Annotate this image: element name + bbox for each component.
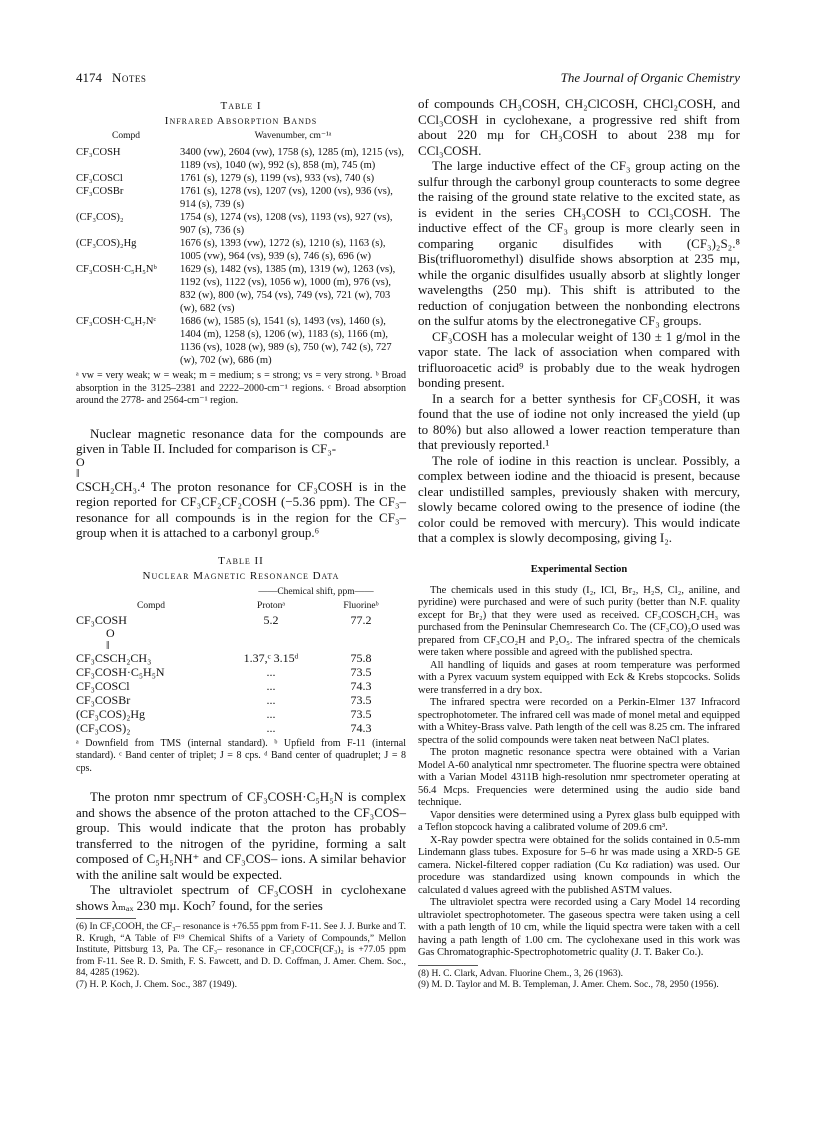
table-cell-proton: ...	[266, 720, 276, 735]
table-2-col-compd: Compd	[137, 600, 165, 611]
table-cell-compd: (CF₃COS)₂	[76, 720, 131, 735]
table-2-body: ——Chemical shift, ppm—— Compd Protonᵃ Fluorineᵇ CF₃COSH 5.2 77.2 O ‖ CF₃CSCH₂CH₃ 1.37,ᶜ 3.15ᵈ 75.8 CF₃COSH·C₅H₅N ... 73.5 CF₃COSCl ... 74.3 CF₃COSBr ... 73.5 (CF₃COS)₂Hg ... 73.5 (CF₃COS)₂ ... 74.3	[76, 585, 406, 735]
section-name: Notes	[112, 70, 147, 85]
table-cell-proton: ...	[266, 678, 276, 693]
journal-title: The Journal of Organic Chemistry	[560, 70, 740, 85]
table-cell-compd: CF₃COSCl	[76, 173, 123, 184]
table-cell-fluorine: 73.5	[350, 664, 372, 679]
table-row	[76, 613, 406, 627]
table-row	[76, 315, 406, 367]
paragraph: CF₃COSH has a molecular weight of 130 ± 1 g/mol in the vapor state. The lack of association when compared with trifluoroacetic acid⁹ is probably due to the weak hydrogen bonding present.	[418, 328, 740, 390]
table-cell-compd: (CF₃COS)₂Hg	[76, 706, 146, 721]
structure-double-bond: ‖	[106, 637, 110, 652]
table-cell-compd: CF₃COSH·C₅H₅Nᵇ	[76, 264, 157, 275]
table-2-footnote: ᵃ Downfield from TMS (internal standard). ᵇ Upfield from F-11 (internal standard). ᶜ Band center of triplet; J = 8 cps. ᵈ Band center of quadruplet; J = 8 cps.	[76, 737, 406, 774]
paragraph: The proton nmr spectrum of CF₃COSH·C₅H₅N is complex and shows the absence of the proton attached to the CF₃COS– group. This would indicate that the proton has probably transferred to the nitrogen of the pyridine, forming a salt composed of C₅H₅NH⁺ and CF₃COS– ions. A similar behavior with the aniline salt would be expected.	[76, 789, 406, 882]
table-cell-bands: 1686 (w), 1585 (s), 1541 (s), 1493 (vs), 1460 (s), 1404 (m), 1258 (s), 1206 (w), 1183 (s), 1166 (m), 1136 (vs), 1028 (w), 989 (s), 750 (w), 742 (s), 727 (w), 702 (w), 686 (m)	[180, 316, 392, 366]
table-1-col-wavenumber: Wavenumber, cm⁻¹ᵃ	[254, 131, 332, 141]
reference-rule	[76, 918, 136, 919]
table-cell-compd: CF₃CSCH₂CH₃	[76, 650, 152, 665]
table-cell-bands: 1761 (s), 1278 (vs), 1207 (vs), 1200 (vs), 936 (vs), 914 (s), 739 (s)	[180, 186, 393, 210]
table-cell-bands: 1754 (s), 1274 (vs), 1208 (vs), 1193 (vs), 927 (vs), 907 (s), 736 (s)	[180, 212, 393, 236]
reference: (7) H. P. Koch, J. Chem. Soc., 387 (1949).	[76, 979, 237, 990]
table-2-carbonyl-structure	[76, 627, 226, 651]
table-cell-bands: 3400 (vw), 2604 (vw), 1758 (s), 1285 (m), 1215 (vs), 1189 (vs), 1040 (w), 992 (s), 858 (m), 745 (m)	[180, 147, 404, 171]
table-cell-compd: CF₃COSH·C₅H₅N	[76, 664, 165, 679]
right-column	[418, 96, 740, 992]
paragraph: The chemicals used in this study (I₂, ICl, Br₂, H₂S, Cl₂, aniline, and pyridine) were purchased and were of such purity (better than N.F. quality except for Br₂) that they were used as received. CF₃COSCH₂CH₃ was purchased from the Peninsular Chemresearch Co. The (CF₃CO)₂O used was prepared from CF₃CO₂H and P₂O₅. The infrared spectra of the chemicals were taken where possible and agreed with the published spectra.	[418, 584, 740, 658]
structure-oxygen: O	[106, 625, 115, 640]
para-text: CSCH₂CH₃.⁴ The proton resonance for CF₃COSH is in the region reported for CF₃CF₂CF₂COSH (−5.36 ppm). The CF₃– resonance for all compounds is in the region for the CF₃– group when it is attached to a carbonyl group.⁶	[76, 478, 406, 540]
table-row	[76, 146, 406, 172]
table-2-title: Nuclear Magnetic Resonance Data	[142, 569, 340, 582]
experimental-section-title: Experimental Section	[530, 563, 628, 575]
table-row	[76, 211, 406, 237]
left-body-text	[76, 789, 406, 913]
table-cell-compd: (CF₃COS)₂	[76, 212, 124, 223]
table-row	[76, 693, 406, 707]
table-row	[76, 721, 406, 735]
table-cell-proton: 1.37,ᶜ 3.15ᵈ	[243, 650, 299, 665]
table-row	[76, 263, 406, 315]
paragraph: of compounds CH₃COSH, CH₂ClCOSH, CHCl₂COSH, and CCl₃COSH in cyclohexane, a progressive red shift from about 220 mμ for CH₃COSH to about 238 mμ for CCl₃COSH.	[418, 96, 740, 158]
paragraph: The ultraviolet spectra were recorded using a Cary Model 14 recording ultraviolet spectrophotometer. The gaseous spectra were taken using a cell with a path length of 10 cm, while the liquid spectra were taken with a cell having a path length of 1.00 cm. The cyclohexane used in this work was Gas Chromatographic-Spectrophotometric quality (J. T. Baker Co.).	[418, 897, 740, 958]
table-2-col-fluorine: Fluorineᵇ	[343, 600, 379, 611]
table-row	[76, 172, 406, 185]
table-cell-compd: CF₃COSH·C₆H₇Nᶜ	[76, 316, 157, 327]
table-row	[76, 237, 406, 263]
table-cell-proton: ...	[266, 664, 276, 679]
table-1-title: Infrared Absorption Bands	[164, 115, 318, 127]
table-1-body	[76, 130, 406, 367]
table-cell-compd: CF₃COSH	[76, 612, 127, 627]
table-cell-fluorine: 74.3	[350, 678, 372, 693]
table-cell-proton: ...	[266, 692, 276, 707]
para-text: Nuclear magnetic resonance data for the compounds are given in Table II. Included for comparison is CF₃-	[76, 425, 406, 456]
paragraph: The infrared spectra were recorded on a Perkin-Elmer 137 Infracord spectrophotometer. The infrared cell was made of monel metal and equipped with a Whitey-Brass valve. Path length of the cell was 8.25 cm. The infrared spectra of the solid compounds were taken neat between NaCl plates.	[418, 697, 740, 746]
paragraph: The ultraviolet spectrum of CF₃COSH in cyclohexane shows λₘₐₓ 230 mμ. Koch⁷ found, for the series	[76, 882, 406, 913]
structure-oxygen: O	[76, 454, 85, 469]
structure-double-bond: ‖	[76, 465, 80, 480]
table-row	[76, 185, 406, 211]
left-references	[76, 918, 406, 991]
table-2-shift-heading: Chemical shift, ppm	[277, 586, 355, 597]
paragraph: In a search for a better synthesis for CF₃COSH, it was found that the use of iodine not only increased the yield (up to 80%) but also allowed a lower reaction temperature than that previously reported.¹	[418, 390, 740, 452]
paragraph: The role of iodine in this reaction is unclear. Possibly, a complex between iodine and the thioacid is present, because clear undistilled samples, previously shaken with mercury, slowly became colored owing to the presence of iodine (the color could be removed with mercury). This would indicate that a complex is slowly decomposing, giving I₂.	[418, 452, 740, 545]
paragraph: X-Ray powder spectra were obtained for the solids contained in 0.5-mm Lindemann glass tubes. Exposure for 5–6 hr was made using a XRD-5 GE camera. Nickel-filtered copper radiation (Cu Kα radiation) was used. Our procedure was standardized using known compounds in which the calculated d values agreed with the published ASTM values.	[418, 834, 740, 896]
table-cell-bands: 1629 (s), 1482 (vs), 1385 (m), 1319 (w), 1263 (vs), 1192 (vs), 1122 (vs), 1056 w), 1000 (m), 976 (vs), 832 (w), 800 (w), 754 (vs), 749 (vs), 721 (w), 703 (w), 682 (vs)	[180, 264, 396, 314]
paragraph: All handling of liquids and gases at room temperature was performed with a Pyrex vacuum system equipped with Eck & Krebs stopcocks. Solids were transferred in a dry box.	[418, 659, 740, 696]
table-cell-proton: ...	[266, 706, 276, 721]
table-cell-bands: 1676 (s), 1393 (vw), 1272 (s), 1210 (s), 1163 (s), 1005 (vw), 964 (vs), 939 (s), 746 (s), 696 (w)	[180, 238, 386, 262]
table-1-number: Table I	[220, 100, 262, 112]
table-cell-compd: CF₃COSBr	[76, 692, 131, 707]
carbonyl-structure	[76, 454, 406, 480]
table-row	[76, 651, 406, 665]
table-row	[76, 707, 406, 721]
table-cell-compd: CF₃COSH	[76, 147, 121, 158]
table-cell-fluorine: 77.2	[350, 612, 372, 627]
page-header-left	[76, 70, 146, 86]
table-cell-fluorine: 75.8	[350, 650, 372, 665]
paragraph: Vapor densities were determined using a Pyrex glass bulb equipped with a Teflon stopcock having a calibrated volume of 209.6 cm³.	[418, 809, 740, 833]
table-cell-fluorine: 73.5	[350, 706, 372, 721]
right-body-text	[418, 96, 740, 546]
paragraph: The proton magnetic resonance spectra were obtained with a Varian Model A-60 analytical nmr spectrometer. The fluorine spectra were obtained with a Varian Model 4311B high-resolution nmr spectrometer operating at 56.4 Mcps. Frequencies were determined using the audio side band technique.	[418, 747, 740, 808]
table-2-number: Table II	[218, 554, 264, 567]
table-2-col-proton: Protonᵃ	[257, 600, 285, 611]
table-2-header-row	[76, 599, 406, 613]
table-cell-fluorine: 73.5	[350, 692, 372, 707]
table-cell-compd: (CF₃COS)₂Hg	[76, 238, 137, 249]
nmr-intro-paragraph	[76, 426, 406, 541]
paragraph: The large inductive effect of the CF₃ group acting on the sulfur through the carbonyl group counteracts to some degree the raising of the ground state relative to the excited state, as is evident in the series CH₃COSH to CCl₃COSH. The inductive effect of the CF₃ group is more clearly seen in comparing organic disulfides with (CF₃)₂S₂.⁸ Bis(trifluoromethyl) disulfide shows absorption at 235 mμ, while the organic disulfides usually absorb at slightly longer wavelengths (250 mμ). This shift is attributed to the reduction of conjugation between the nonbonding electrons on the sulfur atoms by the electronegative CF₃ groups.	[418, 158, 740, 328]
table-1-header-row	[76, 130, 406, 146]
table-1-col-compd: Compd	[112, 131, 140, 141]
experimental-section-body	[418, 585, 740, 960]
right-references	[418, 965, 740, 992]
table-cell-fluorine: 74.3	[350, 720, 372, 735]
table-1-footnote: ᵃ vw = very weak; w = weak; m = medium; s = strong; vs = very strong. ᵇ Broad absorption in the 3125–2381 and 2222–2000-cm⁻¹ regions. ᶜ Broad absorption around the 2778- and 2564-cm⁻¹ region.	[76, 370, 406, 406]
table-cell-proton: 5.2	[263, 612, 279, 627]
table-cell-compd: CF₃COSCl	[76, 678, 130, 693]
reference: (6) In CF₃COOH, the CF₃– resonance is +76.55 ppm from F-11. See J. J. Burke and T. R. Krugh, “A Table of F¹⁹ Chemical Shifts of a Variety of Compounds,” Mellon Institute, Pittsburg 13, Pa. The CF₃– resonance in CF₃COCF(CF₃)₂ is +77.05 ppm from F-11. See R. D. Smith, F. S. Fawcett, and D. D. Coffman, J. Amer. Chem. Soc., 84, 4285 (1962).	[76, 922, 406, 978]
left-column	[76, 96, 406, 991]
page-number: 4174	[76, 70, 102, 85]
reference: (8) H. C. Clark, Advan. Fluorine Chem., 3, 26 (1963).	[418, 968, 624, 979]
reference-rule	[418, 965, 478, 966]
table-cell-bands: 1761 (s), 1279 (s), 1199 (vs), 933 (vs), 740 (s)	[180, 173, 375, 184]
table-row	[76, 679, 406, 693]
table-2	[76, 555, 406, 776]
table-1	[76, 100, 406, 408]
reference: (9) M. D. Taylor and M. B. Templeman, J. Amer. Chem. Soc., 78, 2950 (1956).	[418, 980, 719, 990]
table-row	[76, 665, 406, 679]
table-cell-compd: CF₃COSBr	[76, 186, 124, 197]
